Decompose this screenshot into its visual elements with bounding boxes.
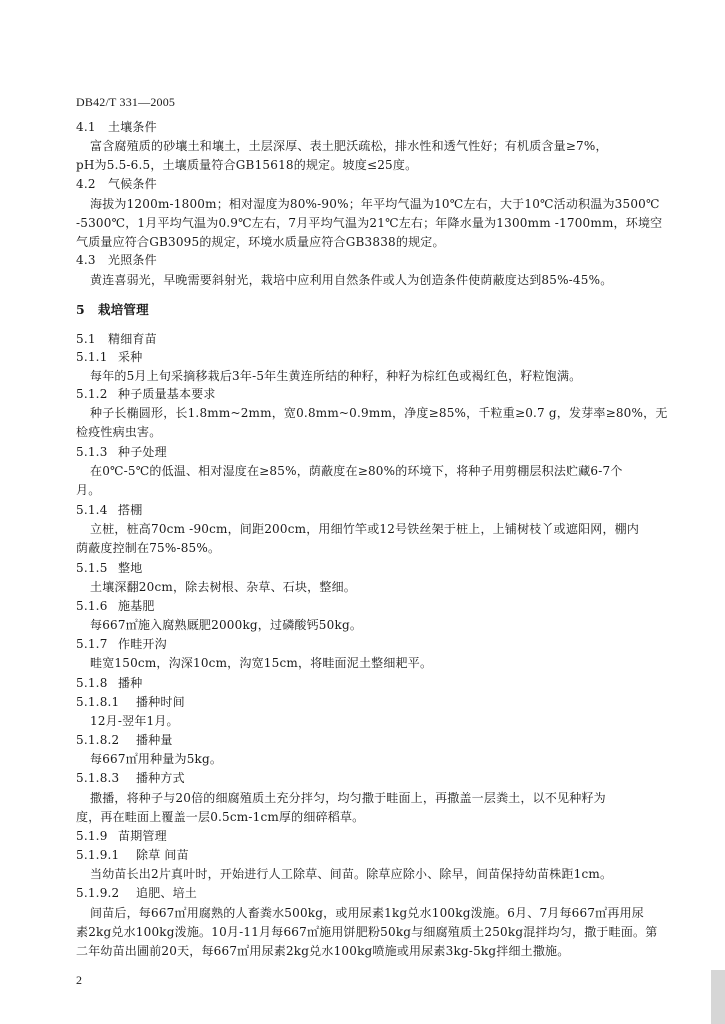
section-title: 气候条件 — [108, 177, 157, 191]
subsection-heading — [76, 444, 167, 460]
paragraph-line: 撒播，将种子与20倍的细腐殖质土充分拌匀，均匀撒于畦面上，再撒盖一层粪土，以不见种籽为 — [90, 791, 606, 805]
section-number: 5.1.5 — [76, 561, 108, 575]
section-number: 5.1.9.1 — [76, 848, 120, 862]
section-title: 播种时间 — [136, 695, 185, 709]
subsubsection-heading — [76, 732, 173, 748]
paragraph-line: 每667㎡用种量为5kg。 — [90, 752, 223, 766]
section-number: 5.1.8 — [76, 676, 108, 690]
paragraph-line: 月。 — [76, 483, 101, 497]
paragraph-line: 畦宽150cm，沟深10cm，沟宽15cm，将畦面泥土整细耙平。 — [90, 656, 433, 670]
paragraph-line: 每667㎡施入腐熟厩肥2000kg，过磷酸钙50kg。 — [90, 618, 363, 632]
section-title: 土壤条件 — [108, 120, 157, 134]
paragraph-line: 度，再在畦面上覆盖一层0.5cm-1cm厚的细碎稻草。 — [76, 810, 365, 824]
section-number: 5.1.2 — [76, 387, 108, 401]
paragraph-line: 在0℃-5℃的低温、相对湿度在≥85%，荫蔽度在≥80%的环境下，将种子用剪棚层积法贮藏6-7个 — [90, 464, 623, 478]
section-title: 播种方式 — [136, 771, 185, 785]
subsection-heading — [76, 828, 167, 844]
paragraph-line: 气质量应符合GB3095的规定，环境水质量应符合GB3838的规定。 — [76, 235, 445, 249]
section-title: 搭棚 — [118, 503, 143, 517]
paragraph-line: 海拔为1200m-1800m；相对湿度为80%-90%；年平均气温为10℃左右，大于10℃活动积温为3500℃ — [90, 197, 660, 211]
paragraph-line: 种子长椭圆形，长1.8mm~2mm，宽0.8mm~0.9mm，净度≥85%，千粒重≥0.7 g，发芽率≥80%，无 — [90, 406, 668, 420]
page-number: 2 — [76, 973, 83, 987]
paragraph-line: 立桩，桩高70cm -90cm，间距200cm，用细竹竿或12号铁丝架于桩上，上铺树枝丫或遮阳网，棚内 — [90, 522, 640, 536]
section-heading — [76, 176, 157, 192]
paragraph-line: 每年的5月上旬采摘移栽后3年-5年生黄连所结的种籽，种籽为棕红色或褐红色，籽粒饱满。 — [90, 369, 582, 383]
subsubsection-heading — [76, 770, 185, 786]
subsection-heading — [76, 386, 216, 402]
subsection-heading — [76, 675, 142, 691]
section-title: 种子质量基本要求 — [118, 387, 216, 401]
section-number: 5.1.9.2 — [76, 886, 120, 900]
section-title: 苗期管理 — [118, 829, 167, 843]
paragraph-line: 素2kg兑水100kg泼施。10月-11月每667㎡施用饼肥粉50kg与细腐殖质土250kg混拌均匀，撒于畦面。第 — [76, 925, 658, 939]
section-number: 5.1.8.3 — [76, 771, 120, 785]
section-title: 播种 — [118, 676, 143, 690]
section-title: 作畦开沟 — [118, 637, 167, 651]
section-title: 整地 — [118, 561, 143, 575]
subsection-heading — [76, 636, 167, 652]
section-heading — [76, 331, 157, 347]
section-number: 4.1 — [76, 120, 96, 134]
section-title: 播种量 — [136, 733, 173, 747]
paragraph-line: 二年幼苗出圃前20天，每667㎡用尿素2kg兑水100kg喷施或用尿素3kg-5kg拌细土撒施。 — [76, 944, 570, 958]
section-heading — [76, 119, 157, 135]
paragraph-line: 当幼苗长出2片真叶时，开始进行人工除草、间苗。除草应除小、除早，间苗保持幼苗株距1cm。 — [90, 867, 613, 881]
subsection-heading — [76, 598, 155, 614]
section-number: 5.1.8.1 — [76, 695, 120, 709]
section-number: 4.2 — [76, 177, 96, 191]
section-number: 5.1.8.2 — [76, 733, 120, 747]
paragraph-line: 荫蔽度控制在75%-85%。 — [76, 541, 221, 555]
paragraph-line: 间苗后，每667㎡用腐熟的人畜粪水500kg，或用尿素1kg兑水100kg泼施。6月、7月每667㎡再用尿 — [90, 906, 644, 920]
section-number: 5.1.1 — [76, 350, 108, 364]
paragraph-line: 富含腐殖质的砂壤土和壤土，土层深厚、表土肥沃疏松，排水性和透气性好；有机质含量≥7%， — [90, 139, 608, 153]
scan-edge-shadow — [711, 970, 725, 1024]
subsection-heading — [76, 560, 142, 576]
section-number: 5.1.6 — [76, 599, 108, 613]
paragraph-line: 检疫性病虫害。 — [76, 425, 162, 439]
section-number: 5.1.3 — [76, 445, 108, 459]
paragraph-line: pH为5.5-6.5，土壤质量符合GB15618的规定。坡度≤25度。 — [76, 158, 418, 172]
section-title: 采种 — [118, 350, 143, 364]
section-title: 种子处理 — [118, 445, 167, 459]
chapter-heading — [76, 302, 149, 318]
paragraph-line: 12月-翌年1月。 — [90, 714, 179, 728]
section-heading — [76, 252, 157, 268]
subsection-heading — [76, 349, 142, 365]
section-title: 施基肥 — [118, 599, 155, 613]
subsubsection-heading — [76, 847, 189, 863]
paragraph-line: -5300℃，1月平均气温为0.9℃左右，7月平均气温为21℃左右；年降水量为1300mm -1700mm，环境空 — [76, 216, 663, 230]
section-number: 5.1.4 — [76, 503, 108, 517]
paragraph-line: 黄连喜弱光，早晚需要斜射光，栽培中应利用自然条件或人为创造条件使荫蔽度达到85%-45%。 — [90, 273, 613, 287]
section-number: 5.1.9 — [76, 829, 108, 843]
section-number: 5.1 — [76, 332, 96, 346]
section-number: 4.3 — [76, 253, 96, 267]
subsubsection-heading — [76, 694, 185, 710]
section-title: 除草 间苗 — [136, 848, 189, 862]
paragraph-line: 土壤深翻20cm，除去树根、杂草、石块，整细。 — [90, 580, 356, 594]
standard-code: DB42/T 331—2005 — [76, 95, 176, 109]
section-title: 追肥、培土 — [136, 886, 198, 900]
chapter-number: 5 — [76, 302, 85, 317]
section-title: 光照条件 — [108, 253, 157, 267]
chapter-title: 栽培管理 — [98, 302, 149, 317]
subsubsection-heading — [76, 885, 197, 901]
section-title: 精细育苗 — [108, 332, 157, 346]
section-number: 5.1.7 — [76, 637, 108, 651]
subsection-heading — [76, 502, 142, 518]
